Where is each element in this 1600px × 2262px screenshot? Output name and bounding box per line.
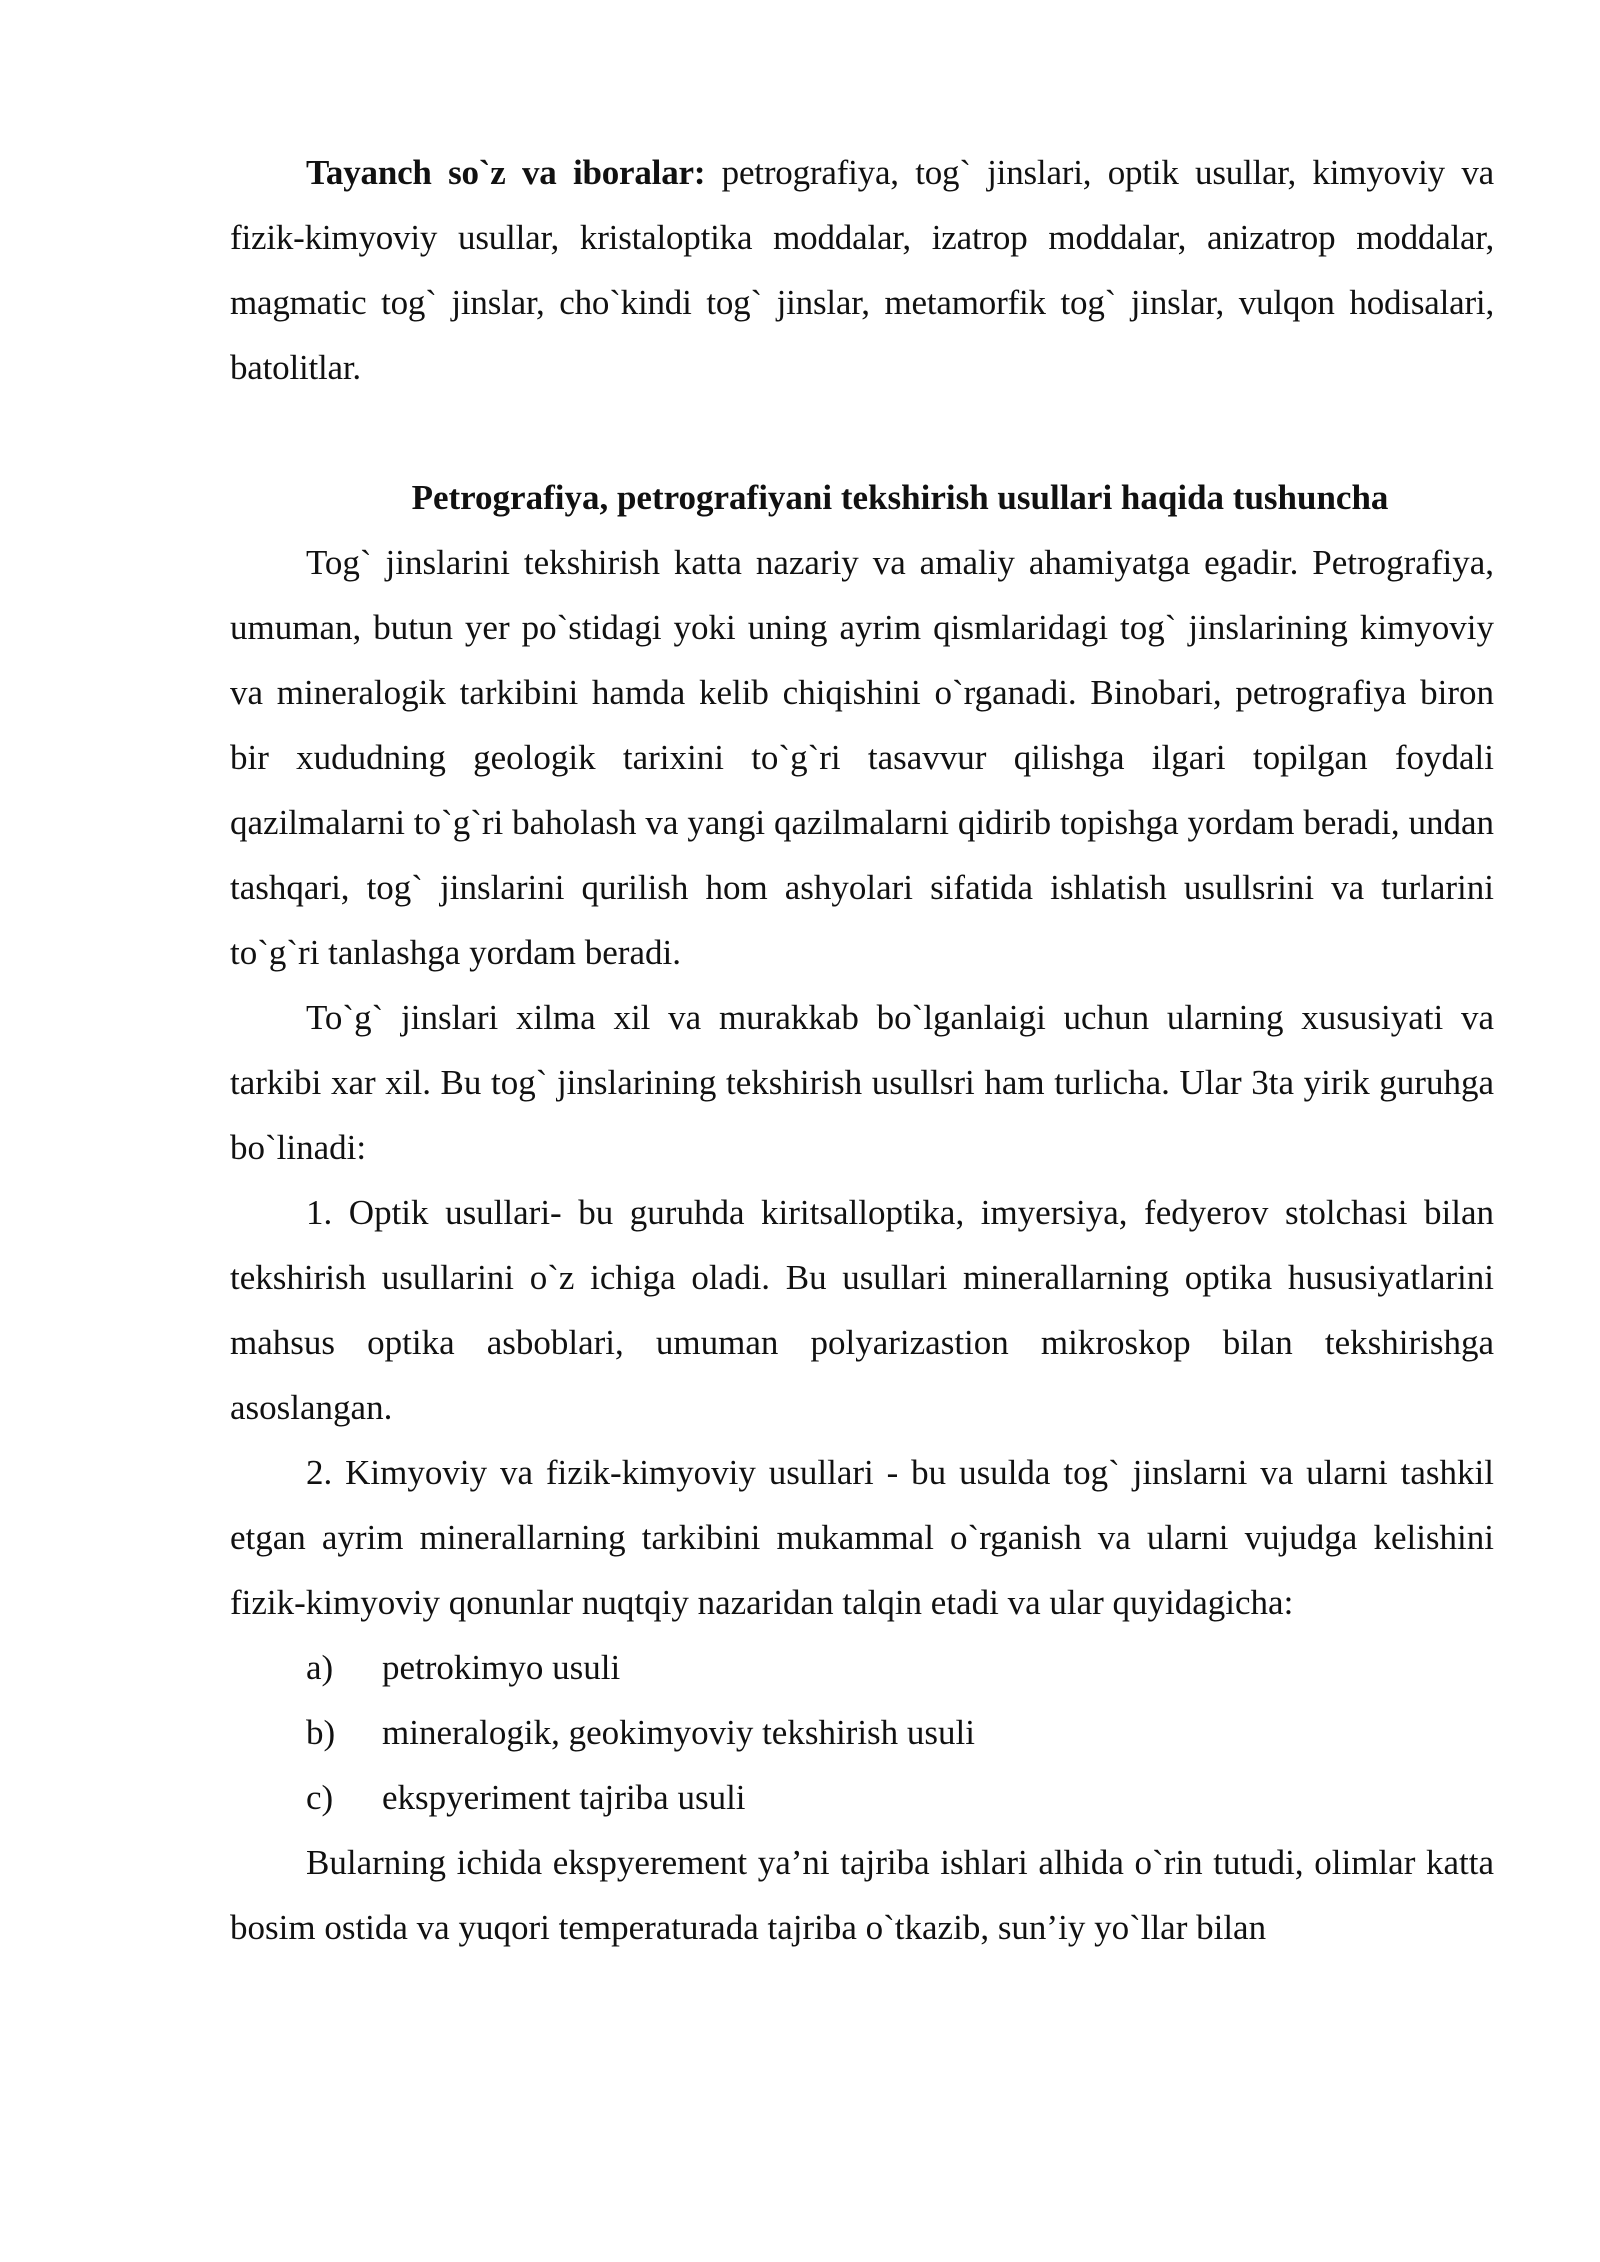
spacer — [230, 400, 1494, 465]
document-page — [230, 140, 1494, 1960]
list-item-text: mineralogik, geokimyoviy tekshirish usuli — [382, 1713, 976, 1752]
paragraph-optical-methods: 1. Optik usullari- bu guruhda kiritsalloptika, imyersiya, fedyerov stolchasi bilan tekshirish usullarini o`z ichiga oladi. Bu usullari minerallarning optika hususiyatlarini mahsus optika asboblari, umuman polyarizastion mikroskop bilan tekshirishga asoslangan. — [230, 1193, 1494, 1427]
methods-list — [230, 1635, 1494, 1830]
list-item — [230, 1635, 1494, 1700]
keywords-text: petrografiya, tog` jinslari, optik usullar, kimyoviy va fizik-kimyoviy usullar, kristaloptika moddalar, izatrop moddalar, anizatrop moddalar, magmatic tog` jinslar, cho`kindi tog` jinslar, metamorfik tog` jinslar, vulqon hodisalari, batolitlar. — [230, 153, 1494, 387]
paragraph-chemical-methods: 2. Kimyoviy va fizik-kimyoviy usullari - bu usulda tog` jinslarni va ularni tashkil etgan ayrim minerallarning tarkibini mukammal o`rganish va ularni vujudga kelishini fizik-kimyoviy qonunlar nuqtqiy nazaridan talqin etadi va ular quyidagicha: — [230, 1453, 1494, 1622]
keywords-label: Tayanch so`z va iboralar: — [306, 153, 706, 192]
paragraph-intro: Tog` jinslarini tekshirish katta nazariy va amaliy ahamiyatga egadir. Petrografiya, umuman, butun yer po`stidagi yoki uning ayrim qismlaridagi tog` jinslarining kimyoviy va mineralogik tarkibini hamda kelib chiqishini o`rganadi. Binobari, petrografiya biron bir xududning geologik tarixini to`g`ri tasavvur qilishga ilgari topilgan foydali qazilmalarni to`g`ri baholash va yangi qazilmalarni qidirib topishga yordam beradi, undan tashqari, tog` jinslarini qurilish hom ashyolari sifatida ishlatish usullsrini va turlarini to`g`ri tanlashga yordam beradi. — [230, 543, 1494, 972]
paragraph-closing: Bularning ichida ekspyerement ya’ni tajriba ishlari alhida o`rin tutudi, olimlar katta bosim ostida va yuqori temperaturada tajriba o`tkazib, sun’iy yo`llar bilan — [230, 1843, 1494, 1947]
list-item — [230, 1700, 1494, 1765]
list-item-text: ekspyeriment tajriba usuli — [382, 1778, 746, 1817]
paragraph-groups: To`g` jinslari xilma xil va murakkab bo`lganlaigi uchun ularning xususiyati va tarkibi xar xil. Bu tog` jinslarining tekshirish usullsri ham turlicha. Ular 3ta yirik guruhga bo`linadi: — [230, 998, 1494, 1167]
list-item — [230, 1765, 1494, 1830]
list-item-text: petrokimyo usuli — [382, 1648, 621, 1687]
section-heading: Petrografiya, petrografiyani tekshirish usullari haqida tushuncha — [411, 478, 1389, 517]
list-marker: c) — [306, 1778, 334, 1817]
list-marker: b) — [306, 1713, 336, 1752]
keywords-paragraph — [230, 140, 1494, 400]
list-marker: a) — [306, 1648, 334, 1687]
